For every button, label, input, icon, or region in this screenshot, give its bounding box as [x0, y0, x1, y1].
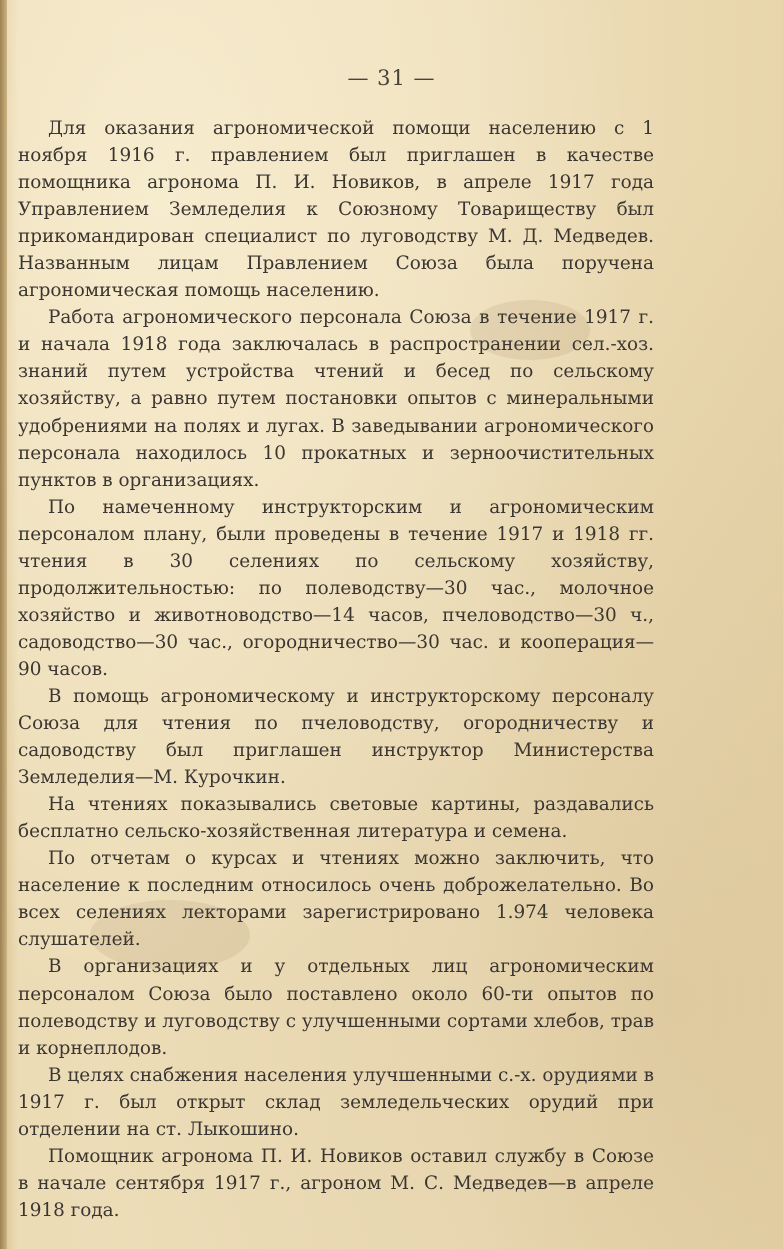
paragraph-staff-changes: Помощник агронома П. И. Новиков оставил службу в Союзе в начале сентября 1917 г., агроном М. С. Медведев—в апреле 1918 года. [18, 1145, 654, 1221]
paragraph-tools-warehouse: В целях снабжения населения улучшенными с.-х. орудиями в 1917 г. был открыт склад земледельческих орудий при отделении на ст. Лыкошино. [18, 1064, 654, 1140]
paragraph-reports: По отчетам о курсах и чтениях можно заключить, что население к последним относилось очень доброжелательно. Во всех селениях лекторами зарегистрировано 1.974 человека слушателей. [18, 848, 654, 951]
paragraph-experiments: В организациях и у отдельных лиц агрономическим персоналом Союза было поставлено около 60-ти опытов по полеводству и луговодству с улучшенными сортами хлебов, трав и корнеплодов. [18, 956, 654, 1059]
body-text [18, 115, 654, 1224]
paragraph-light-pictures: На чтениях показывались световые картины, раздавались бесплатно сельско-хозяйственная литература и семена. [18, 794, 654, 843]
paragraph-agronomic-help: Для оказания агрономической помощи населению с 1 ноября 1916 г. правлением был приглашен в качестве помощника агронома П. И. Новиков, в апреле 1917 года Управлением Земледелия к Союзному Товариществу был прикомандирован специалист по луговодству М. Д. Медведев. Названным лицам Правлением Союза была поручена агрономическая помощь населению. [18, 118, 654, 302]
page-number: — 31 — [347, 66, 436, 90]
paragraph-agronomic-work: Работа агрономического персонала Союза в течение 1917 г. и начала 1918 года заключалась в распространении сел.-хоз. знаний путем устройства чтений и бесед по сельскому хозяйству, а равно путем постановки опытов с минеральными удобрениями на полях и лугах. В заведывании агрономического персонала находилось 10 прокатных и зерноочистительных пунктов в организациях. [18, 307, 654, 491]
paragraph-instructor: В помощь агрономическому и инструкторскому персоналу Союза для чтения по пчеловодству, огородничеству и садоводству был приглашен инструктор Министерства Земледелия—М. Курочкин. [18, 685, 654, 789]
paragraph-readings-plan: По намеченному инструкторским и агрономическим персоналом плану, были проведены в течение 1917 и 1918 гг. чтения в 30 селениях по сельскому хозяйству, продолжительностью: по полеводству—30 час., молочное хозяйство и животноводство—14 часов, пчеловодство—30 ч., садоводство—30 час., огородничество—30 час. и кооперация—90 часов. [18, 496, 654, 680]
page-binding-edge [0, 0, 7, 1249]
